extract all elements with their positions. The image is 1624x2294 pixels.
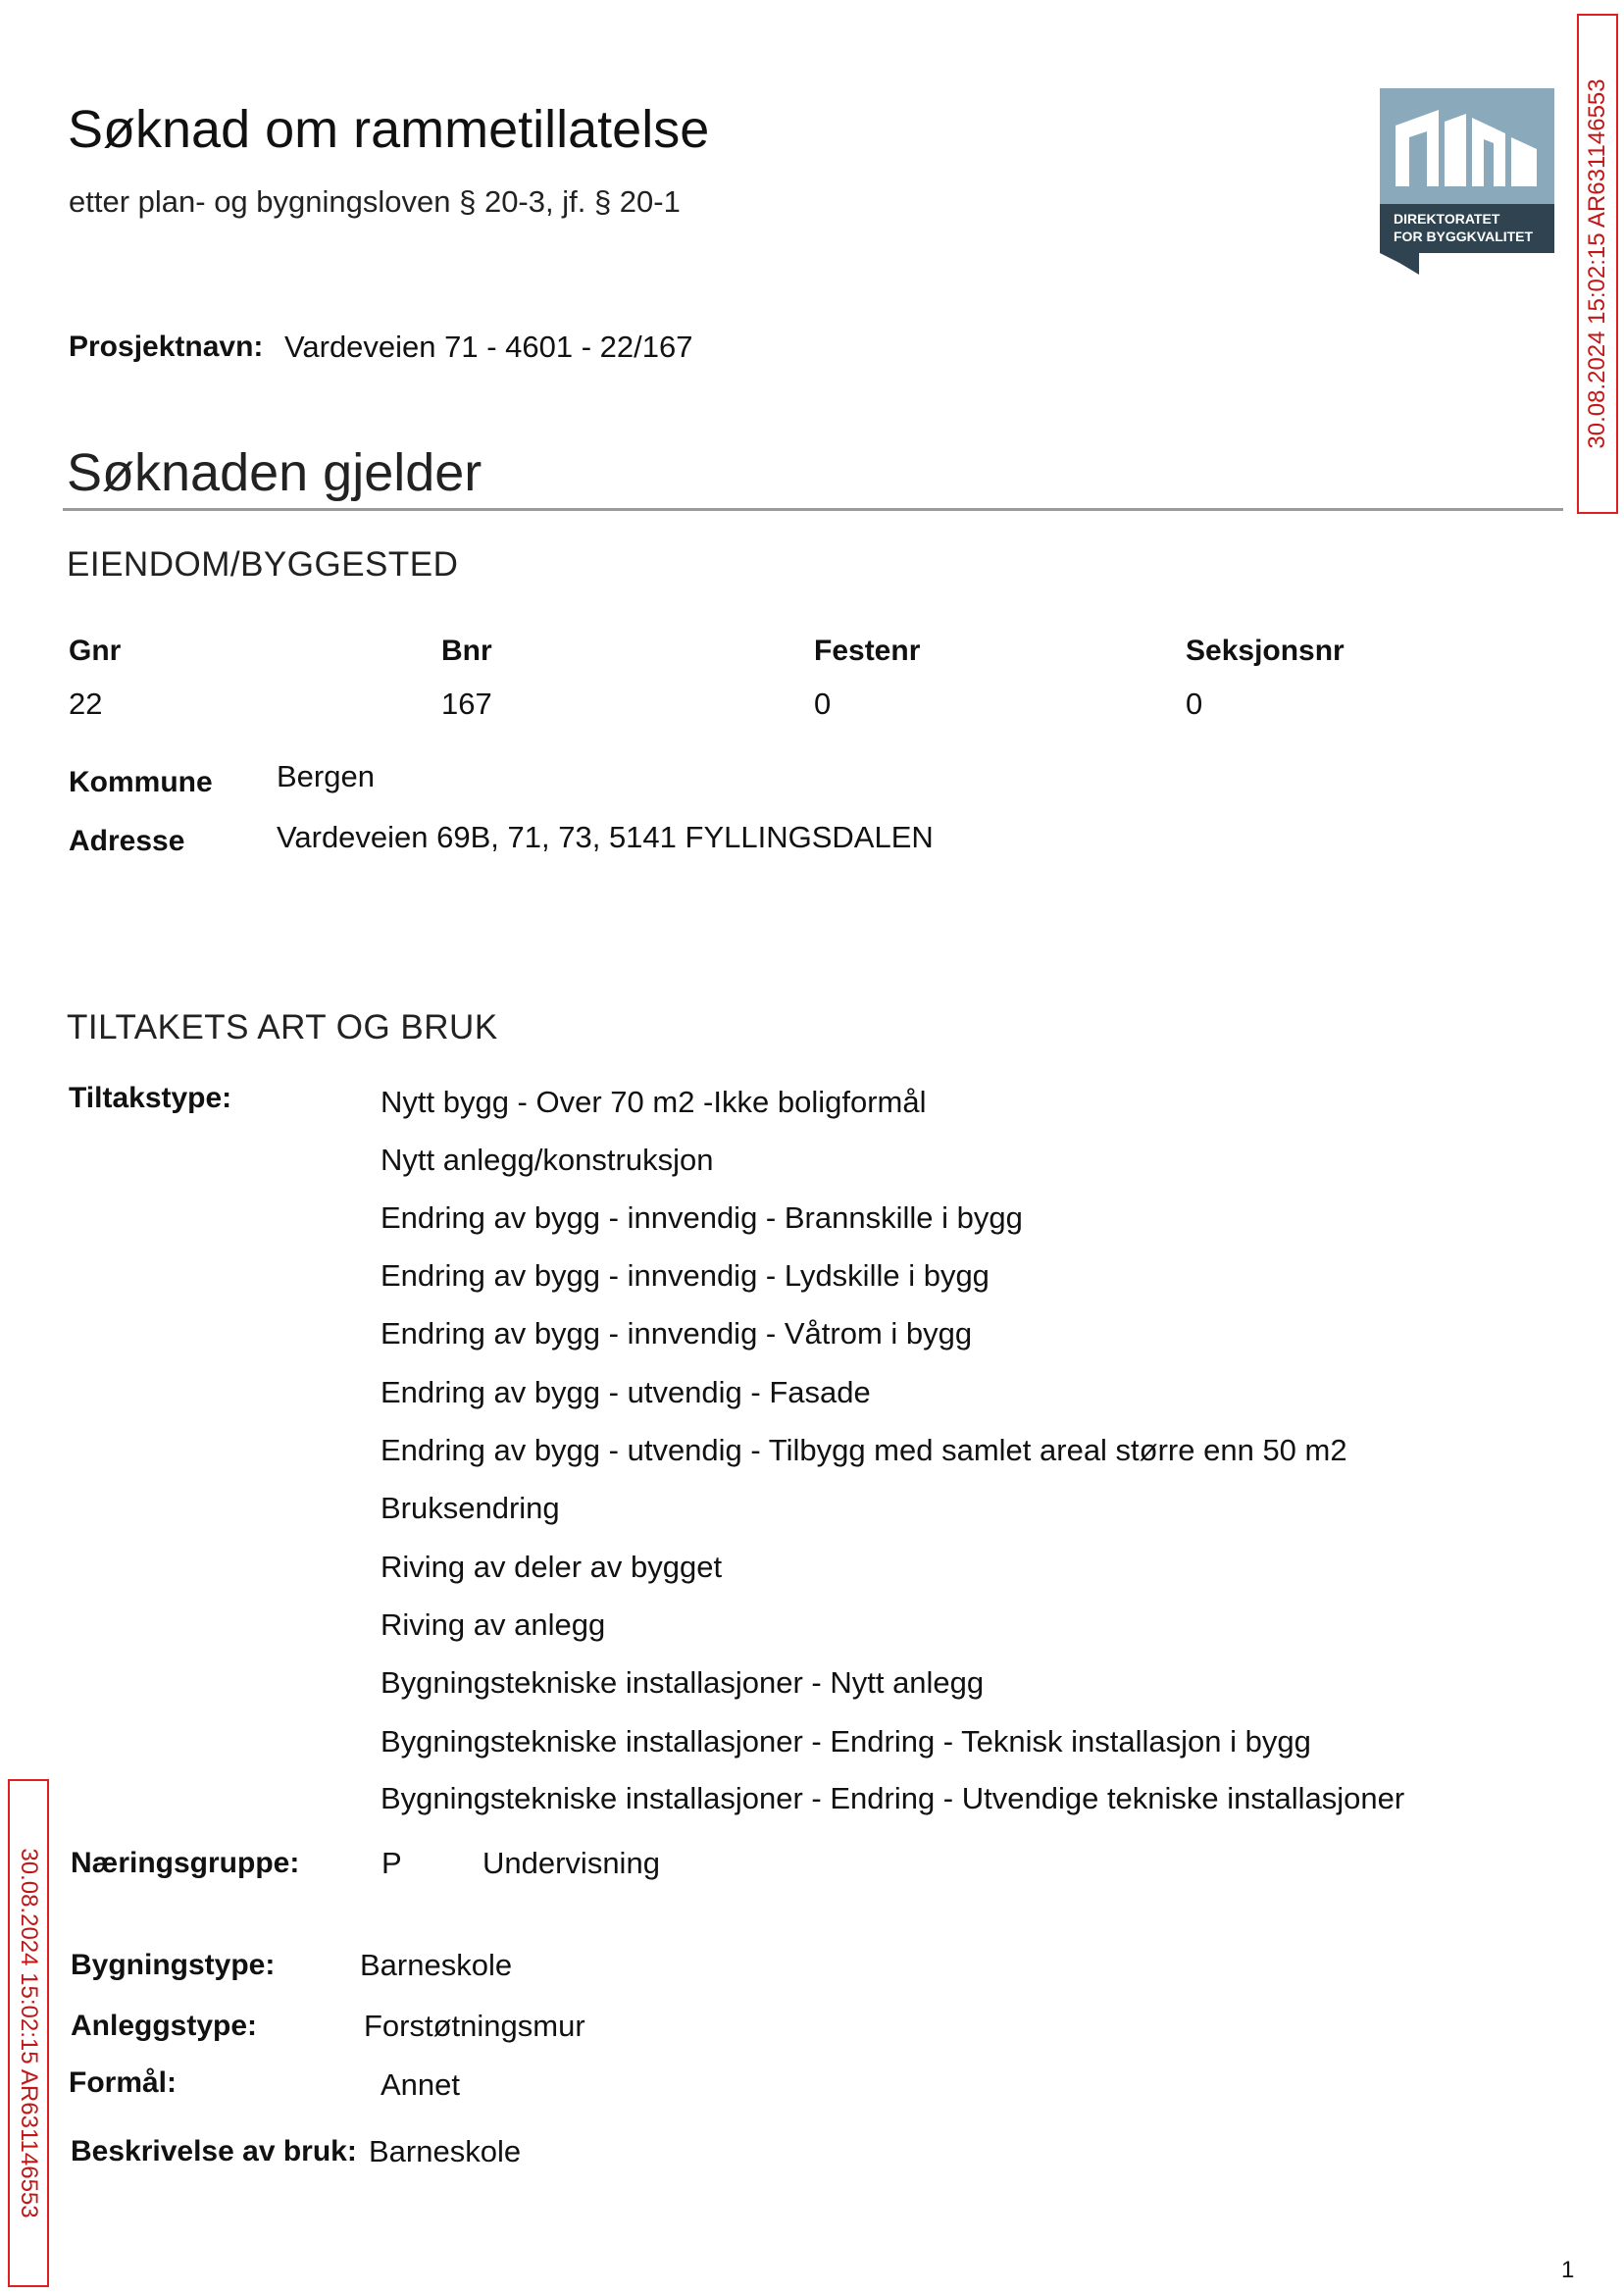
project-label: Prosjektnavn: <box>69 331 264 363</box>
kommune-label: Kommune <box>69 766 213 798</box>
timestamp-stamp-top <box>1577 14 1618 514</box>
logo-text-line2: FOR BYGGKVALITET <box>1394 229 1534 244</box>
festenr-value: 0 <box>814 687 832 721</box>
adresse-value: Vardeveien 69B, 71, 73, 5141 FYLLINGSDALEN <box>277 820 934 854</box>
tiltakstype-item: Endring av bygg - innvendig - Våtrom i bygg <box>381 1316 973 1351</box>
bygningstype-label: Bygningstype: <box>71 1949 276 1981</box>
tiltakstype-item: Nytt bygg - Over 70 m2 -Ikke boligformål <box>381 1085 927 1119</box>
tiltakstype-item: Nytt anlegg/konstruksjon <box>381 1143 714 1177</box>
beskrivelse-value: Barneskole <box>369 2134 522 2168</box>
dibk-logo-icon <box>1380 88 1554 275</box>
formaal-value: Annet <box>381 2067 461 2102</box>
property-heading: EIENDOM/BYGGESTED <box>67 545 459 584</box>
bnr-label: Bnr <box>441 635 492 667</box>
tiltakstype-item: Endring av bygg - innvendig - Lydskille i bygg <box>381 1258 990 1293</box>
bnr-value: 167 <box>441 687 492 721</box>
section-title: Søknaden gjelder <box>67 443 482 502</box>
seksjonsnr-label: Seksjonsnr <box>1186 635 1345 667</box>
anleggstype-value: Forstøtningsmur <box>364 2009 585 2043</box>
tiltakstype-item: Riving av anlegg <box>381 1607 606 1642</box>
kommune-value: Bergen <box>277 759 375 793</box>
measure-heading: TILTAKETS ART OG BRUK <box>67 1008 498 1046</box>
tiltakstype-item: Endring av bygg - innvendig - Brannskille i bygg <box>381 1200 1023 1235</box>
project-value: Vardeveien 71 - 4601 - 22/167 <box>284 330 693 364</box>
tiltakstype-item: Endring av bygg - utvendig - Fasade <box>381 1375 871 1409</box>
tiltakstype-item: Bruksendring <box>381 1491 560 1525</box>
tiltakstype-label: Tiltakstype: <box>69 1082 232 1114</box>
tiltakstype-item: Bygningstekniske installasjoner - Endring - Utvendige tekniske installasjoner <box>381 1781 1405 1815</box>
formaal-label: Formål: <box>69 2066 178 2099</box>
beskrivelse-label: Beskrivelse av bruk: <box>71 2135 357 2167</box>
bygningstype-value: Barneskole <box>360 1948 513 1982</box>
gnr-value: 22 <box>69 687 103 721</box>
timestamp-stamp-bottom-text: 30.08.2024 15:02:15 AR631146553 <box>16 1848 42 2218</box>
naeringsgruppe-code: P <box>381 1846 402 1880</box>
anleggstype-label: Anleggstype: <box>71 2010 258 2042</box>
timestamp-stamp-bottom <box>8 1779 49 2287</box>
page-number: 1 <box>1561 2257 1575 2283</box>
naeringsgruppe-value: Undervisning <box>482 1846 660 1880</box>
festenr-label: Festenr <box>814 635 921 667</box>
tiltakstype-item: Bygningstekniske installasjoner - Nytt anlegg <box>381 1665 985 1700</box>
naeringsgruppe-label: Næringsgruppe: <box>71 1847 300 1879</box>
gnr-label: Gnr <box>69 635 122 667</box>
tiltakstype-item: Bygningstekniske installasjoner - Endring - Teknisk installasjon i bygg <box>381 1724 1311 1759</box>
adresse-label: Adresse <box>69 825 185 857</box>
section-divider <box>63 508 1563 511</box>
document-title: Søknad om rammetillatelse <box>68 100 710 159</box>
dibk-logo <box>1380 88 1554 275</box>
tiltakstype-item: Endring av bygg - utvendig - Tilbygg med samlet areal større enn 50 m2 <box>381 1433 1347 1467</box>
seksjonsnr-value: 0 <box>1186 687 1203 721</box>
tiltakstype-item: Riving av deler av bygget <box>381 1550 723 1584</box>
logo-text-line1: DIREKTORATET <box>1394 211 1500 227</box>
timestamp-stamp-top-text: 30.08.2024 15:02:15 AR631146553 <box>1584 78 1610 449</box>
document-subtitle: etter plan- og bygningsloven § 20-3, jf. § 20-1 <box>69 184 681 219</box>
